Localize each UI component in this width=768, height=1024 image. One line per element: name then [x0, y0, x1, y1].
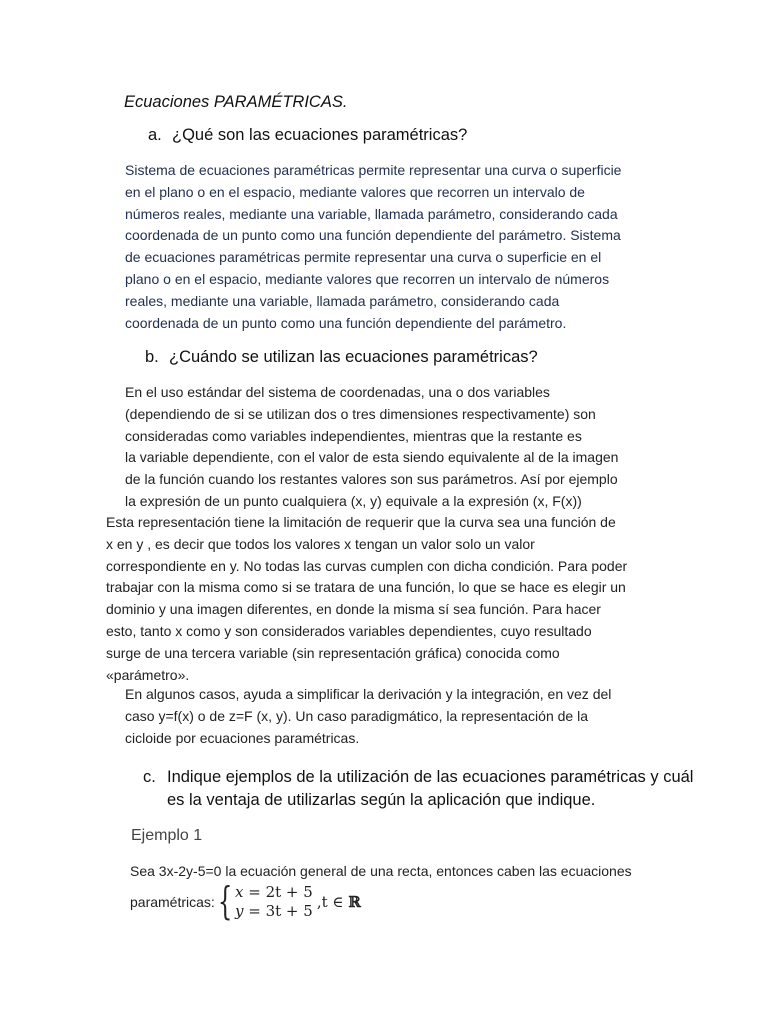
section-c-marker: c.: [143, 768, 156, 786]
left-brace-icon: {: [217, 879, 233, 923]
section-c-heading-line2: es la ventaja de utilizarlas según la aplicación que indique.: [167, 791, 596, 809]
parameter-domain: ,t ∈ ℝ: [316, 893, 361, 911]
example-intro: Sea 3x-2y-5=0 la ecuación general de una recta, entonces caben las ecuaciones: [130, 863, 632, 879]
section-b-marker: b.: [145, 348, 159, 366]
equation-y: y = 3t + 5: [235, 902, 313, 920]
section-b-paragraph-2: Esta representación tiene la limitación de requerir que la curva sea una función de x en y , es decir que todos los valores x tengan un valor solo un valor correspondiente en y. No todas las curvas cumplen con dicha condición. Para poder trabajar con la misma como si se tratara de una función, lo que se hace es elegir un dominio y una imagen diferentes, en donde la misma sí sea función. Para hacer esto, tanto x como y son considerados variables dependientes, cuyo resultado surge de una tercera variable (sin representación gráfica) conocida como «parámetro».: [106, 514, 628, 683]
example-title: Ejemplo 1: [131, 827, 203, 844]
section-b-heading-text: ¿Cuándo se utilizan las ecuaciones paramétricas?: [169, 348, 538, 366]
document-title: Ecuaciones PARAMÉTRICAS.: [124, 93, 348, 111]
section-b-paragraph-3: En algunos casos, ayuda a simplificar la derivación y la integración, en vez del caso y=f(x) o de z=F (x, y). Un caso paradigmático, la representación de la cicloide por ecuaciones paramétricas.: [125, 686, 612, 746]
section-c-heading-line1: Indique ejemplos de la utilización de las ecuaciones paramétricas y cuál: [167, 768, 694, 786]
section-c-heading: [143, 766, 693, 812]
section-a-heading: [148, 126, 467, 145]
section-a-marker: a.: [148, 126, 162, 144]
parametric-equations: [130, 879, 361, 923]
section-b-paragraph-1: En el uso estándar del sistema de coordenadas, una o dos variables (dependiendo de si se utilizan dos o tres dimensiones respectivamente) son consideradas como variables independientes, mientras que la restante es la variable dependiente, con el valor de esta siendo equivalente al de la imagen de la función cuando los restantes valores son sus parámetros. Así por ejemplo la expresión de un punto cualquiera (x, y) equivale a la expresión (x, F(x)): [125, 384, 619, 509]
section-a-paragraph: Sistema de ecuaciones paramétricas permite representar una curva o superficie en el plano o en el espacio, mediante valores que recorren un intervalo de números reales, mediante una variable, llamada parámetro, considerando cada coordenada de un punto como una función dependiente del parámetro. Sistema de ecuaciones paramétricas permite representar una curva o superficie en el plano o en el espacio, mediante valores que recorren un intervalo de números reales, mediante una variable, llamada parámetro, considerando cada coordenada de un punto como una función dependiente del parámetro.: [125, 162, 622, 331]
equation-x: x = 2t + 5: [235, 883, 313, 901]
section-a-heading-text: ¿Qué son las ecuaciones paramétricas?: [172, 126, 468, 144]
section-b-heading: [145, 348, 538, 367]
equation-system: [235, 883, 313, 921]
example-lead: paramétricas:: [130, 894, 215, 910]
